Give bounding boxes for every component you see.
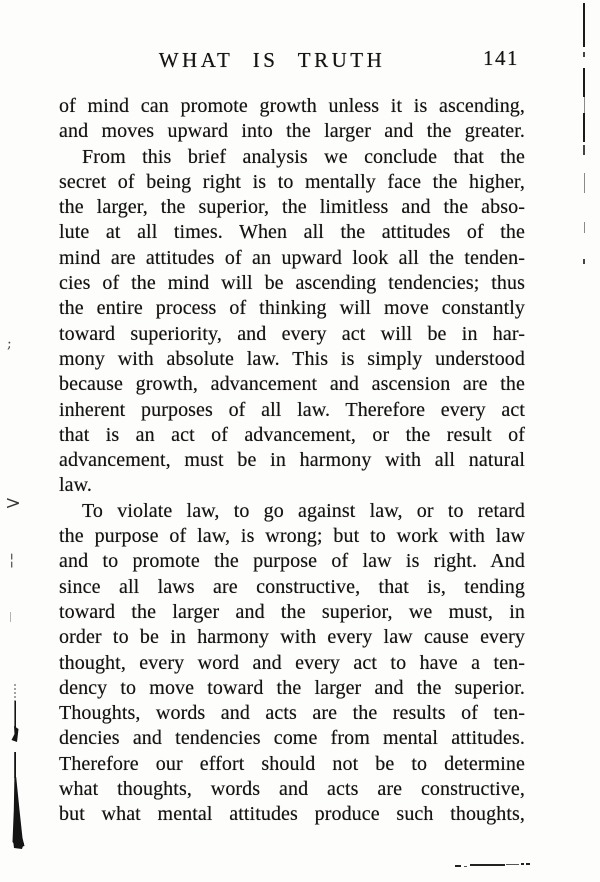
text-line: but what mental attitudes produce such thoughts, [59,803,525,826]
text-line: dencies and tendencies come from mental attitudes. [59,727,525,750]
page-body [59,94,525,828]
text-line: and to promote the purpose of law is right. And [59,550,525,573]
text-line: law. [59,474,92,497]
page-number: 141 [483,46,519,70]
scan-line-right-6 [583,145,585,155]
scan-line-right-9 [583,259,585,264]
text-line: the purpose of law, is wrong; but to work with law [59,525,525,548]
scan-line-right-3 [583,68,585,97]
scan-line-right-8 [584,222,585,233]
text-line: the entire process of thinking will move constantly [59,297,525,320]
bottom-dash-5 [521,863,524,865]
page-header [59,48,525,74]
text-line: order to be in harmony with every law cause every [59,626,525,649]
bottom-dash-3 [470,864,505,866]
text-line: lute at all times. When all the attitudes of the [59,221,525,244]
text-line: dency to move toward the larger and the superior. [59,676,525,699]
text-line: cies of the mind will be ascending tendencies; thus [59,272,525,295]
text-line: Thoughts, words and acts are the results of ten- [59,702,525,725]
text-line: the larger, the superior, the limitless and the abso- [59,196,525,219]
text-line: thought, every word and every act to have a ten- [59,651,525,674]
margin-speck-chevron: > [5,492,21,514]
bottom-dash-2 [464,866,467,867]
text-line: because growth, advancement and ascension are the [59,373,525,396]
text-line: since all laws are constructive, that is, tending [59,575,525,598]
bottom-dash-1 [455,865,461,867]
text-line: toward the larger and the superior, we must, in [59,600,525,623]
text-line: inherent purposes of all law. Therefore every act [59,398,525,421]
text-line: toward superiority, and every act will be in har- [59,322,525,345]
bottom-dash-6 [526,863,530,865]
text-line: mony with absolute law. This is simply understood [59,347,525,370]
margin-speck-faint-dash [10,612,11,622]
scan-line-right-1 [583,3,585,47]
page-title: WHAT IS TRUTH [158,48,386,72]
margin-speck-broken-bar: ¦ [9,550,15,569]
text-line: To violate law, to go against law, or to retard [82,499,525,522]
text-line: that is an act of advancement, or the result of [59,423,525,446]
scan-line-right-5 [583,113,585,142]
text-line: and moves upward into the larger and the greater. [59,120,525,143]
bottom-dash-4 [506,864,519,865]
text-line: Therefore our effort should not be to determine [59,752,525,775]
scan-line-right-2 [583,52,585,57]
text-line: of mind can promote growth unless it is ascending, [59,95,525,117]
text-line: mind are attitudes of an upward look all the tenden- [59,246,525,269]
margin-speck-semicolon: ; [7,336,12,352]
text-line: advancement, must be in harmony with all natural [59,449,525,472]
text-line: From this brief analysis we conclude that the [82,145,525,168]
ink-smear [5,680,35,855]
scan-line-right-4 [584,97,585,113]
text-line: secret of being right is to mentally face the higher, [59,170,525,193]
scan-line-right-7 [584,173,585,193]
text-line: what thoughts, words and acts are constructive, [59,778,525,801]
